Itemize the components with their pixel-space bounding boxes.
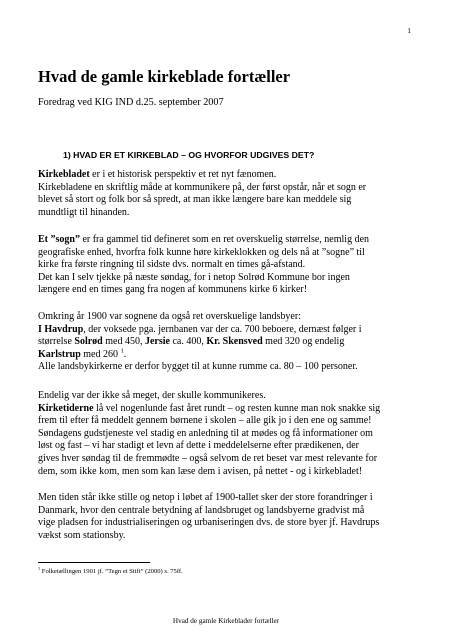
text-line: Kirkebladet er i et historisk perspektiv et ret nyt fænomen. — [38, 169, 277, 180]
page-title: Hvad de gamle kirkeblade fortæller — [38, 67, 291, 86]
bold-term: I Havdrup — [38, 323, 84, 335]
subtitle: Foredrag ved KIG IND d.25. september 2007 — [38, 97, 224, 108]
bold-term: Kirkebladet — [38, 169, 90, 180]
text-line: Men tiden står ikke stille og netop i løbet af 1900-tallet sker der store forandringer i — [38, 492, 373, 503]
text-line: frem til efter få meddelt gennem børnene i skolen – alle gik jo i den ene og samme! — [38, 415, 372, 427]
text-line: Et ”sogn” er fra gammel tid defineret som en ret overskuelig størrelse, nemlig den — [38, 234, 370, 245]
paragraph-sogn — [38, 234, 416, 297]
text-line: Alle landsbykirkerne er derfor bygget til at kunne rumme ca. 80 – 100 personer. — [38, 361, 358, 373]
text-line: gives hver søndag til de fremmødte – også selvom de ret beset var mest relevante for — [38, 452, 378, 464]
paragraph-forandringer — [38, 492, 416, 542]
bold-term: Karlstrup — [38, 348, 81, 360]
text-line: Omkring år 1900 var sognene da også ret overskuelige landsbyer: — [38, 311, 301, 322]
bold-term: Kr. Skensved — [206, 336, 263, 348]
text-line: kirke fra første ringning til sidste dvs. normalt en times gå-afstand. — [38, 259, 306, 271]
page-footer: Hvad de gamle Kirkeblader fortæller — [172, 617, 280, 625]
text-line: løst og fast – vi har stadigt et levn af dette i meddelelserne efter prædikenen, der — [38, 440, 360, 452]
text-line: dem, som ikke kom, men som kan læse dem i avisen, på nettet - og i kirkebladet! — [38, 465, 363, 477]
footnote-marker: 1 — [38, 565, 41, 571]
bold-term: Kirketiderne — [38, 402, 94, 414]
text-line: vige pladsen for industrialiseringen og urbaniseringen dvs. de store byer jf. Havdrups — [38, 517, 380, 529]
section-heading: 1) HVAD ER ET KIRKEBLAD – OG HVORFOR UDGIVES DET? — [63, 150, 315, 160]
page-number: 1 — [407, 26, 411, 35]
bold-term: Jersie — [144, 336, 170, 348]
footnote: $^1$ Folketællingen 1901 jf. ”Tegn et Stift” (2000) s. 75ff. — [38, 565, 183, 575]
text-line: Kirkebladene en skriftlig måde at kommunikere på, der først opstår, når et sogn er — [38, 181, 367, 193]
text-line: Danmark, hvor den centrale betydning af landsbruget og landsbyerne gradvist må — [38, 504, 365, 516]
text-line: størrelse Solrød med 450, Jersie ca. 400, Kr. Skensved med 320 og endelig — [38, 336, 345, 348]
text-line: I Havdrup, der voksede pga. jernbanen var der ca. 700 beboere, dernæst følger i — [38, 323, 362, 335]
text-line: blevet så stort og folk bor så spredt, at man ikke længere bare kan meddele sig — [38, 194, 352, 206]
bold-term: Et ”sogn” — [38, 234, 80, 245]
text-line: Endelig var der ikke så meget, der skulle kommunikeres. — [38, 390, 266, 401]
text-line: Kirketiderne lå vel nogenlunde fast året rundt – og resten kunne man nok snakke sig — [38, 402, 381, 414]
text-line: Karlstrup med 260 $^1$. — [38, 347, 127, 360]
footnote-ref: 1 — [120, 347, 124, 355]
paragraph-intro — [38, 169, 416, 219]
footnote-divider — [38, 562, 150, 563]
bold-term: Solrød — [74, 336, 103, 348]
text-line: mundtligt til hinanden. — [38, 206, 130, 218]
text-line: Søndagens gudstjeneste vel stadig en anledning til at mødes og få informationer om — [38, 427, 373, 439]
text-line: geografiske enhed, hvorfra folk kunne høre kirkeklokken og dels nå at ”sogne” til — [38, 246, 365, 258]
paragraph-kommunikation — [38, 390, 416, 478]
paragraph-landsbyer — [38, 311, 416, 374]
text-line: vækst som stationsby. — [38, 529, 126, 541]
text-line: længere end en times gang fra nogen af kommunens kirke 6 kirker! — [38, 284, 308, 296]
text-line: Det kan I selv tjekke på næste søndag, for i netop Solrød Kommune bor ingen — [38, 271, 350, 283]
